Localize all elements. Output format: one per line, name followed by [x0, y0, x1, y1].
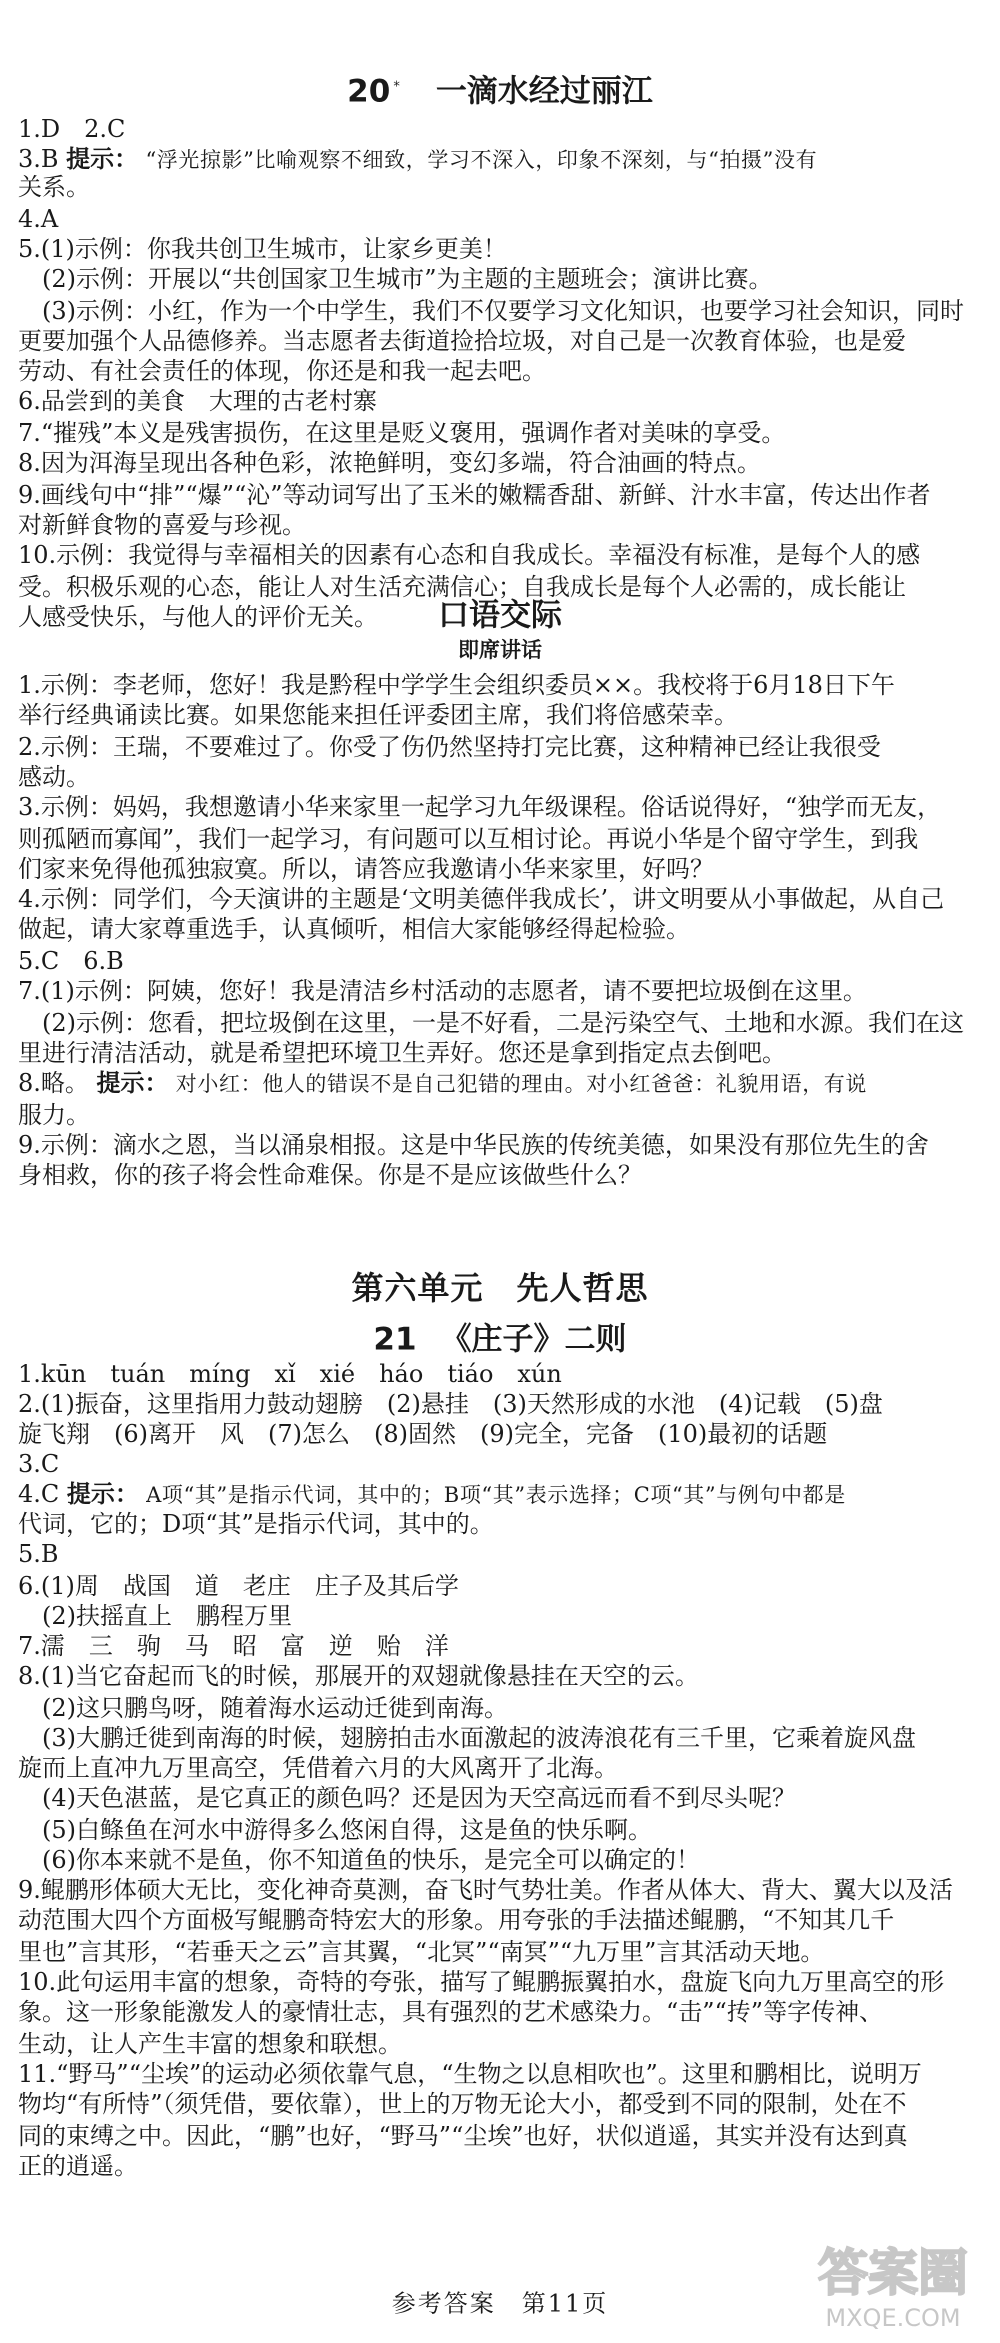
answer-line: (2)示例：开展以“共创国家卫生城市”为主题的主题班会；演讲比赛。: [18, 265, 773, 293]
answer-line: (2)这只鹏鸟呀，随着海水运动迁徙到南海。: [18, 1694, 508, 1722]
answer-line: 8.因为洱海呈现出各种色彩，浓艳鲜明，变幻多端，符合油画的特点。: [18, 449, 761, 477]
answer-line: 7.“摧残”本义是残害损伤，在这里是贬义褒用，强调作者对美味的享受。: [18, 419, 786, 447]
answer-line: 做起，请大家尊重选手，认真倾听，相信大家能够经得起检验。: [18, 915, 690, 943]
answer-line: 10.此句运用丰富的想象，奇特的夸张，描写了鲲鹏振翼拍水，盘旋飞向九万里高空的形: [18, 1968, 945, 1996]
lesson-20-title: [0, 66, 1000, 111]
answer-line: (2)示例：您看，把垃圾倒在这里，一是不好看，二是污染空气、土地和水源。我们在这: [18, 1009, 964, 1037]
lesson-21-title: [0, 1314, 1000, 1359]
answer-line: 8.略。 提示： 对小红：他人的错误不是自己犯错的理由。对小红爸爸：礼貌用语，有说: [18, 1069, 868, 1097]
answer-line: 7.(1)示例：阿姨，您好！我是清洁乡村活动的志愿者，请不要把垃圾倒在这里。: [18, 977, 867, 1005]
answer-line: 3.B 提示： “浮光掠影”比喻观察不细致，学习不深入，印象不深刻，与“拍摄”没有: [18, 145, 818, 173]
answer-line: 服力。: [18, 1101, 90, 1129]
answer-line: 4.示例：同学们，今天演讲的主题是‘文明美德伴我成长’，讲文明要从小事做起，从自己: [18, 885, 945, 913]
answer-line: 1.D 2.C: [18, 115, 126, 143]
watermark-logo: [798, 2228, 988, 2338]
answer-line: (4)天色湛蓝，是它真正的颜色吗？还是因为天空高远而看不到尽头呢？: [18, 1784, 796, 1812]
starred-mark: *: [393, 79, 400, 95]
answer-line: 正的逍遥。: [18, 2152, 138, 2180]
page-footer: 参考答案 第11页: [391, 2289, 609, 2318]
answer-line: 7.濡 三 驹 马 昭 富 逆 贻 洋: [18, 1632, 449, 1660]
oral-section-subtitle: 即席讲话: [458, 638, 542, 662]
oral-section-title: 口语交际: [438, 597, 562, 634]
answer-line: 代词，它的；D项“其”是指示代词，其中的。: [18, 1510, 494, 1538]
hint-label: 提示：: [66, 145, 139, 173]
answer-line: 9.鲲鹏形体硕大无比，变化神奇莫测，奋飞时气势壮美。作者从体大、背大、翼大以及活: [18, 1876, 953, 1904]
hint-label: 提示：: [96, 1069, 169, 1097]
answer-line: 8.(1)当它奋起而飞的时候，那展开的双翅就像悬挂在天空的云。: [18, 1662, 699, 1690]
answer-line: 4.C 提示： A项“其”是指示代词，其中的；B项“其”表示选择；C项“其”与例句中都是: [18, 1480, 846, 1508]
answer-line: 物均“有所恃”（须凭借，要依靠），世上的万物无论大小，都受到不同的限制，处在不: [18, 2090, 907, 2118]
answer-line: 9.画线句中“排”“爆”“沁”等动词写出了玉米的嫩糯香甜、新鲜、汁水丰富，传达出作者: [18, 481, 931, 509]
answer-line: 1.示例：李老师，您好！我是黔程中学学生会组织委员××。我校将于6月18日下午: [18, 671, 895, 699]
svg-text:答案圈: 答案圈: [818, 2244, 968, 2302]
answer-line: 象。这一形象能激发人的豪情壮志，具有强烈的艺术感染力。“击”“抟”等字传神、: [18, 1998, 884, 2026]
answer-line: 4.A: [18, 205, 59, 233]
lesson-title: 一滴水经过丽江: [435, 73, 653, 110]
answer-line: 5.C 6.B: [18, 947, 124, 975]
answer-line: 1.kūn tuán míng xǐ xié háo tiáo xún: [18, 1360, 562, 1388]
answer-line: 3.示例：妈妈，我想邀请小华来家里一起学习九年级课程。俗话说得好，“独学而无友，: [18, 793, 942, 821]
answer-line: 11.“野马”“尘埃”的运动必须依靠气息，“生物之以息相吹也”。这里和鹏相比，说明万: [18, 2060, 922, 2088]
answer-line: 同的束缚之中。因此，“鹏”也好，“野马”“尘埃”也好，状似逍遥，其实并没有达到真: [18, 2122, 908, 2150]
answer-line: 举行经典诵读比赛。如果您能来担任评委团主席，我们将倍感荣幸。: [18, 701, 738, 729]
answer-line: 2.示例：王瑞，不要难过了。你受了伤仍然坚持打完比赛，这种精神已经让我很受: [18, 733, 881, 761]
answer-line: 动范围大四个方面极写鲲鹏奇特宏大的形象。用夸张的手法描述鲲鹏，“不知其几千: [18, 1906, 895, 1934]
answer-line: (6)你本来就不是鱼，你不知道鱼的快乐，是完全可以确定的！: [18, 1846, 700, 1874]
answer-line: 关系。: [18, 173, 90, 201]
answer-line: (5)白鲦鱼在河水中游得多么悠闲自得，这是鱼的快乐啊。: [18, 1816, 652, 1844]
answer-line: 6.品尝到的美食 大理的古老村寨: [18, 387, 377, 415]
answer-line: 5.(1)示例：你我共创卫生城市，让家乡更美！: [18, 235, 507, 263]
answer-line: 人感受快乐，与他人的评价无关。: [18, 603, 378, 631]
svg-text:MXQE.COM: MXQE.COM: [825, 2304, 961, 2332]
answer-line: 里进行清洁活动，就是希望把环境卫生弄好。您还是拿到指定点去倒吧。: [18, 1039, 786, 1067]
answer-line: 更要加强个人品德修养。当志愿者去街道捡拾垃圾，对自己是一次教育体验，也是爱: [18, 327, 906, 355]
answer-line: 9.示例：滴水之恩，当以涌泉相报。这是中华民族的传统美德，如果没有那位先生的舍: [18, 1131, 929, 1159]
answer-line: 2.(1)振奋，这里指用力鼓动翅膀 (2)悬挂 (3)天然形成的水池 (4)记载 (5)盘: [18, 1390, 883, 1418]
answer-line: 10.示例：我觉得与幸福相关的因素有心态和自我成长。幸福没有标准，是每个人的感: [18, 541, 921, 569]
answer-line: 劳动、有社会责任的体现，你还是和我一起去吧。: [18, 357, 546, 385]
lesson-number: 21: [373, 1321, 417, 1358]
answer-line: 们家来免得他孤独寂寞。所以，请答应我邀请小华来家里，好吗？: [18, 855, 714, 883]
answer-line: (3)示例：小红，作为一个中学生，我们不仅要学习文化知识，也要学习社会知识，同时: [18, 297, 964, 325]
answer-line: 3.C: [18, 1450, 60, 1478]
answer-line: 旋飞翔 (6)离开 风 (7)怎么 (8)固然 (9)完全，完备 (10)最初的话题: [18, 1420, 828, 1448]
lesson-title: 《庄子》二则: [440, 1321, 627, 1358]
answer-line: (3)大鹏迁徙到南海的时候，翅膀拍击水面激起的波涛浪花有三千里，它乘着旋风盘: [18, 1724, 916, 1752]
answer-line: 则孤陋而寡闻”，我们一起学习，有问题可以互相讨论。再说小华是个留守学生，到我: [18, 825, 919, 853]
lesson-number: 20: [347, 73, 391, 110]
answer-line: 5.B: [18, 1540, 59, 1568]
answer-line: 里也”言其形，“若垂天之云”言其翼，“北冥”“南冥”“九万里”言其活动天地。: [18, 1938, 825, 1966]
hint-label: 提示：: [66, 1480, 139, 1508]
answer-line: 对新鲜食物的喜爱与珍视。: [18, 511, 306, 539]
answer-line: 生动，让人产生丰富的想象和联想。: [18, 2030, 402, 2058]
answer-line: 旋而上直冲九万里高空，凭借着六月的大风离开了北海。: [18, 1754, 618, 1782]
answer-line: 感动。: [18, 763, 90, 791]
unit-title: 第六单元 先人哲思: [351, 1269, 649, 1307]
answer-line: 受。积极乐观的心态，能让人对生活充满信心；自我成长是每个人必需的，成长能让: [18, 573, 906, 601]
answer-line: (2)扶摇直上 鹏程万里: [18, 1602, 292, 1630]
answer-line: 6.(1)周 战国 道 老庄 庄子及其后学: [18, 1572, 459, 1600]
answer-line: 身相救，你的孩子将会性命难保。你是不是应该做些什么？: [18, 1161, 642, 1189]
